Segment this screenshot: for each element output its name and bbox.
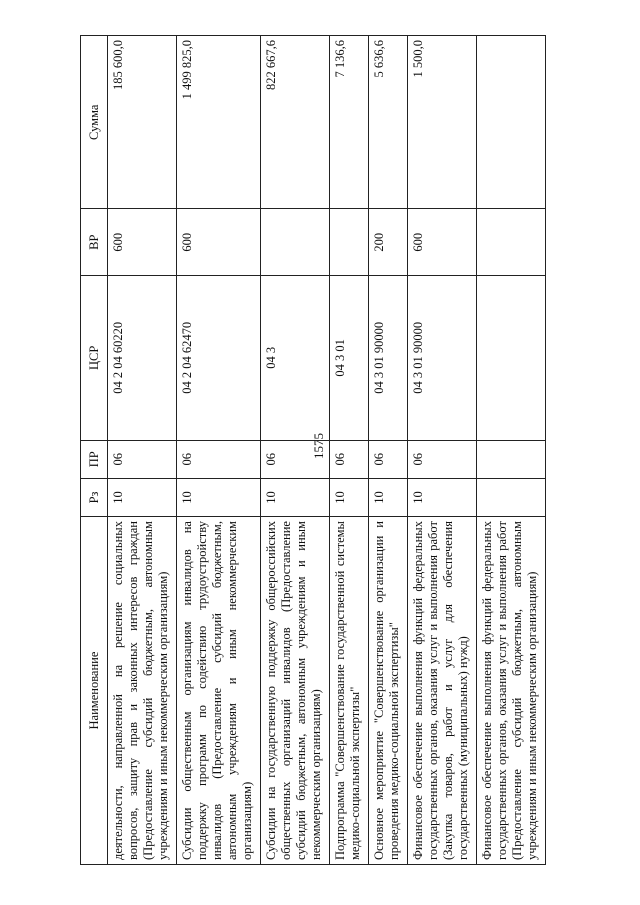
row-rz: 10 xyxy=(408,478,477,516)
row-csr: 04 3 xyxy=(261,276,330,441)
row-pr: 06 xyxy=(177,440,261,478)
header-pr: ПР xyxy=(81,440,108,478)
row-sum: 822 667,6 xyxy=(261,36,330,209)
row-rz: 10 xyxy=(369,478,408,516)
row-csr: 04 3 01 90000 xyxy=(408,276,477,441)
row-vr xyxy=(477,209,546,276)
row-sum: 1 500,0 xyxy=(408,36,477,209)
rotated-page-content xyxy=(80,35,608,865)
row-pr: 06 xyxy=(369,440,408,478)
table-body xyxy=(108,36,546,865)
header-name: Наименование xyxy=(81,517,108,865)
row-rz: 10 xyxy=(108,478,177,516)
page-number: 1575 xyxy=(311,433,326,459)
table-row xyxy=(177,36,261,865)
row-csr: 04 3 01 90000 xyxy=(369,276,408,441)
row-vr xyxy=(330,209,369,276)
table-row xyxy=(477,36,546,865)
row-csr: 04 3 01 xyxy=(330,276,369,441)
header-rz: Рз xyxy=(81,478,108,516)
row-vr: 600 xyxy=(408,209,477,276)
row-name: Субсидии на государственную поддержку общероссийских общественных организаций инвалидов (Предоставление субсидий бюджетным, автономным учреждениям и иным некоммерческим организациям) xyxy=(261,517,330,865)
row-csr: 04 2 04 60220 xyxy=(108,276,177,441)
row-name: Основное мероприятие "Совершенствование организации и проведения медико-социальной экспертизы" xyxy=(369,517,408,865)
table-row xyxy=(369,36,408,865)
row-pr xyxy=(477,440,546,478)
row-vr: 600 xyxy=(108,209,177,276)
row-name: Субсидии общественным организациям инвалидов на поддержку программ по содействию трудоустройству инвалидов (Предоставление субсидий бюджетным, автономным учреждениям и иным некоммерческим организациям) xyxy=(177,517,261,865)
table-row xyxy=(108,36,177,865)
row-sum xyxy=(477,36,546,209)
table-row xyxy=(330,36,369,865)
row-sum: 185 600,0 xyxy=(108,36,177,209)
row-rz: 10 xyxy=(177,478,261,516)
table-header xyxy=(81,36,108,865)
row-rz: 10 xyxy=(261,478,330,516)
row-pr: 06 xyxy=(108,440,177,478)
row-pr: 06 xyxy=(261,440,330,478)
row-sum: 1 499 825,0 xyxy=(177,36,261,209)
header-sum: Сумма xyxy=(81,36,108,209)
row-csr: 04 2 04 62470 xyxy=(177,276,261,441)
row-name: Финансовое обеспечение выполнения функций федеральных государственных органов, оказания услуг и выполнения работ (Закупка товаров, работ и услуг для обеспечения государственных (муниципальных) нужд) xyxy=(408,517,477,865)
row-vr: 200 xyxy=(369,209,408,276)
header-csr: ЦСР xyxy=(81,276,108,441)
row-pr: 06 xyxy=(408,440,477,478)
row-name: Подпрограмма "Совершенствование государственной системы медико-социальной экспертизы" xyxy=(330,517,369,865)
row-pr: 06 xyxy=(330,440,369,478)
row-rz xyxy=(477,478,546,516)
table-row xyxy=(261,36,330,865)
row-rz: 10 xyxy=(330,478,369,516)
row-vr: 600 xyxy=(177,209,261,276)
row-name: деятельности, направленной на решение социальных вопросов, защиту прав и законных интересов граждан (Предоставление субсидий бюджетным, автономным учреждениям и иным некоммерческим организациям) xyxy=(108,517,177,865)
row-sum: 7 136,6 xyxy=(330,36,369,209)
row-csr xyxy=(477,276,546,441)
header-vr: ВР xyxy=(81,209,108,276)
row-name: Финансовое обеспечение выполнения функций федеральных государственных органов, оказания услуг и выполнения работ (Предоставление субсидий бюджетным, автономным учреждениям и иным некоммерческим организациям) xyxy=(477,517,546,865)
budget-table xyxy=(80,35,546,865)
row-sum: 5 636,6 xyxy=(369,36,408,209)
row-vr xyxy=(261,209,330,276)
table-row xyxy=(408,36,477,865)
